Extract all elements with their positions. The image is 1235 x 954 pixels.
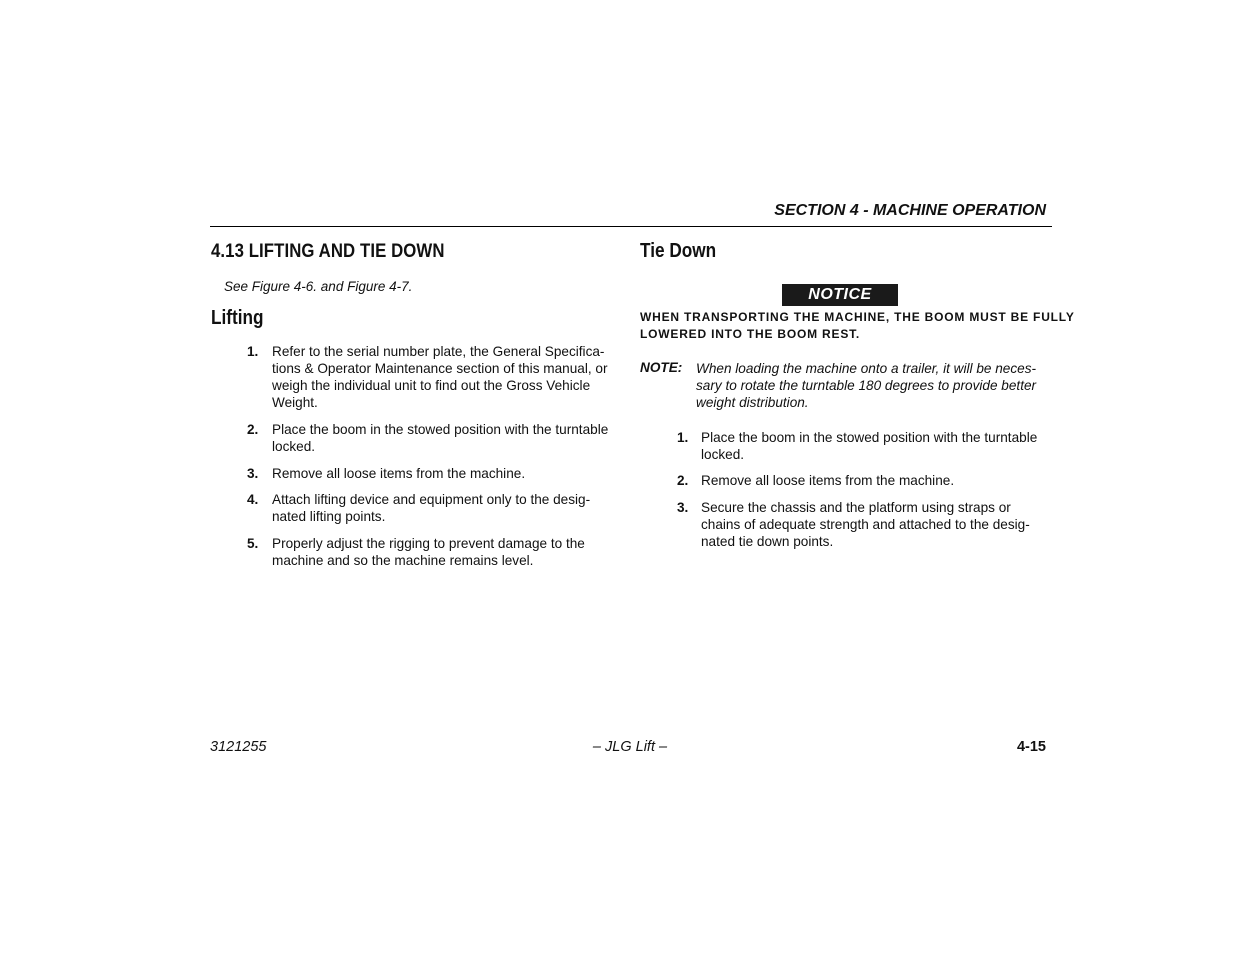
step-number: 4. xyxy=(247,492,259,507)
step-text: Refer to the serial number plate, the General Specifica- tions & Operator Maintenance section of this manual, or weigh the individual unit to find out the Gross Vehicle Weight. xyxy=(272,344,608,410)
step-number: 3. xyxy=(677,500,689,515)
section-title: 4.13 LIFTING AND TIE DOWN xyxy=(211,240,445,262)
step-text: Remove all loose items from the machine. xyxy=(272,466,526,481)
step-number: 2. xyxy=(677,473,689,488)
figure-reference: See Figure 4-6. and Figure 4-7. xyxy=(224,279,413,294)
section-header: SECTION 4 - MACHINE OPERATION xyxy=(774,202,1046,219)
note-text: When loading the machine onto a trailer, it will be neces- sary to rotate the turntable 180 degrees to provide better weight distribution. xyxy=(696,361,1037,410)
page-number: 4-15 xyxy=(1016,739,1046,755)
step-number: 1. xyxy=(677,430,689,445)
step-number: 5. xyxy=(247,536,259,551)
step-number: 2. xyxy=(247,422,259,437)
step-number: 3. xyxy=(247,466,259,481)
step-number: 1. xyxy=(247,344,259,359)
lifting-heading: Lifting xyxy=(211,307,264,329)
notice-badge: NOTICE xyxy=(782,284,898,306)
tie-down-heading: Tie Down xyxy=(640,240,717,262)
step-text: Place the boom in the stowed position with the turntable locked. xyxy=(272,422,609,454)
footer-title: – JLG Lift – xyxy=(592,739,668,755)
step-text: Place the boom in the stowed position with the turntable locked. xyxy=(701,430,1038,462)
step-text: Attach lifting device and equipment only to the desig- nated lifting points. xyxy=(272,492,591,524)
step-text: Properly adjust the rigging to prevent damage to the machine and so the machine remains level. xyxy=(272,536,585,568)
notice-warning: WHEN TRANSPORTING THE MACHINE, THE BOOM MUST BE FULLY LOWERED INTO THE BOOM REST. xyxy=(640,310,1075,341)
step-text: Remove all loose items from the machine. xyxy=(701,473,955,488)
document-number: 3121255 xyxy=(210,739,267,755)
note-label: NOTE: xyxy=(640,360,683,375)
step-text: Secure the chassis and the platform using straps or chains of adequate strength and attached to the desig- nated tie down points. xyxy=(701,500,1030,549)
header-rule xyxy=(210,226,1052,227)
